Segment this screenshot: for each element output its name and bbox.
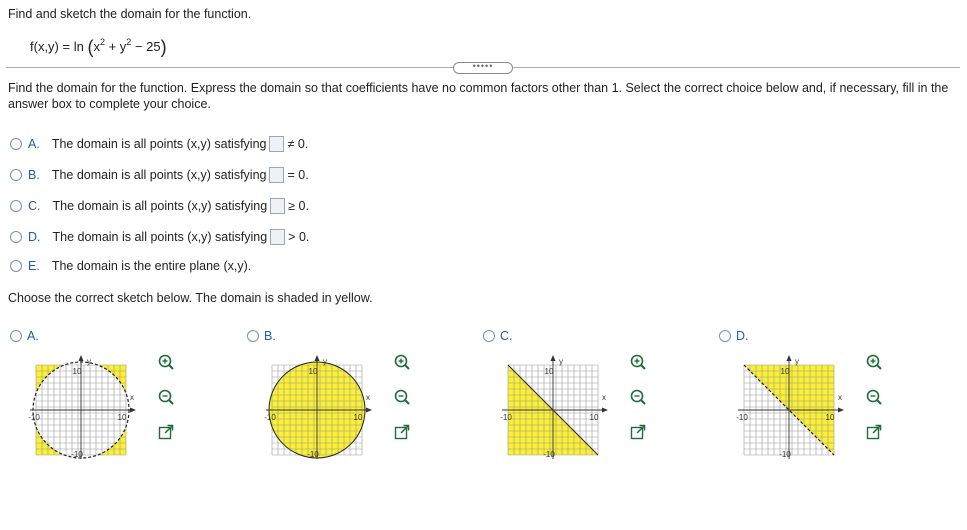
x-axis-arrow [130,408,136,413]
zoom-in-icon[interactable] [158,354,174,370]
choice-text: The domain is all points (x,y) satisfying [51,137,267,151]
formula-x: x [93,39,100,54]
radio-button[interactable] [483,330,495,342]
choice-letter: A. [28,137,40,151]
choice-suffix: > 0. [288,230,310,244]
choice-d[interactable] [10,227,309,247]
x-axis-arrow [838,408,844,413]
y-axis-arrow [79,355,84,361]
y-tick-label: 10 [780,367,790,376]
choice-letter: E. [28,259,40,273]
x-tick-label: -10 [28,413,40,422]
sketch-letter: C. [500,329,513,343]
choice-c[interactable] [10,196,309,216]
sketch-letter: B. [264,329,276,343]
x-axis-arrow [602,408,608,413]
zoom-out-icon[interactable] [394,389,410,405]
y-tick-label: 10 [72,367,82,376]
domain-sketch-a[interactable] [26,355,146,470]
y-axis-label: y [559,357,563,366]
choice-letter: D. [28,230,41,244]
radio-button[interactable] [10,200,22,212]
y-axis-label: y [323,357,327,366]
x-axis-label: x [130,393,134,402]
y-axis-arrow [787,355,792,361]
sketch-option-c[interactable] [483,329,513,343]
zoom-in-icon[interactable] [866,354,882,370]
y-tick-label: 10 [544,367,554,376]
choice-b[interactable] [10,165,309,185]
formula-close-paren: ) [160,37,167,57]
choice-letter: C. [28,199,41,213]
answer-box[interactable] [269,167,284,183]
popout-icon[interactable] [394,424,410,440]
radio-button[interactable] [10,330,22,342]
zoom-out-icon[interactable] [158,389,174,405]
answer-box[interactable] [270,198,285,214]
choice-text: The domain is the entire plane (x,y). [51,259,252,273]
choice-letter: B. [28,168,40,182]
popout-icon[interactable] [158,424,174,440]
x-tick-label: 10 [825,413,835,422]
expand-button[interactable]: ••••• [453,62,513,74]
answer-box[interactable] [269,136,284,152]
y-tick-label: -10 [779,450,791,459]
y-axis-arrow [551,355,556,361]
radio-button[interactable] [10,169,22,181]
sketch-option-b[interactable] [247,329,276,343]
problem-title: Find and sketch the domain for the function. [8,7,252,21]
x-axis-label: x [838,393,842,402]
zoom-in-icon[interactable] [394,354,410,370]
y-tick-label: -10 [307,450,319,459]
x-tick-label: -10 [736,413,748,422]
x-tick-label: -10 [264,413,276,422]
answer-box[interactable] [270,229,285,245]
y-tick-label: -10 [543,450,555,459]
function-formula [30,37,167,57]
choice-text: The domain is all points (x,y) satisfying [52,230,268,244]
x-axis-label: x [366,393,370,402]
domain-sketch-d[interactable] [734,355,854,470]
x-axis-label: x [602,393,606,402]
x-tick-label: 10 [589,413,599,422]
sketch-option-a[interactable] [10,329,39,343]
formula-open-paren: ( [87,37,94,57]
y-axis-label: y [795,357,799,366]
formula-x-exponent: 2 [99,37,105,47]
x-axis-arrow [366,408,372,413]
radio-button[interactable] [10,260,22,272]
formula-y-exponent: 2 [126,37,132,47]
domain-sketch-b[interactable] [262,355,382,470]
radio-button[interactable] [719,330,731,342]
radio-button[interactable] [10,138,22,150]
choice-suffix: = 0. [287,168,309,182]
y-tick-label: 10 [308,367,318,376]
choice-suffix: ≠ 0. [287,137,309,151]
sketch-letter: A. [27,329,39,343]
instruction-text: Find the domain for the function. Express the domain so that coefficients have no common factors other than 1. Select the correct choice below and, if necessary, fill in the answer box to complete your choice. [8,81,949,111]
x-tick-label: 10 [353,413,363,422]
radio-button[interactable] [247,330,259,342]
choice-a[interactable] [10,134,308,154]
zoom-out-icon[interactable] [630,389,646,405]
x-tick-label: 10 [117,413,127,422]
domain-sketch-c[interactable] [498,355,618,470]
formula-lhs: f(x,y) = ln [30,39,84,54]
y-tick-label: -10 [71,450,83,459]
zoom-in-icon[interactable] [630,354,646,370]
zoom-out-icon[interactable] [866,389,882,405]
choice-text: The domain is all points (x,y) satisfying [52,199,268,213]
formula-plus-y: + y [104,39,127,54]
y-axis-label: y [87,357,91,366]
choice-text: The domain is all points (x,y) satisfying [51,168,267,182]
sketch-option-d[interactable] [719,329,749,343]
formula-rest: − 25 [131,39,161,54]
choice-suffix: ≥ 0. [288,199,309,213]
sketch-letter: D. [736,329,749,343]
popout-icon[interactable] [866,424,882,440]
radio-button[interactable] [10,231,22,243]
y-axis-arrow [315,355,320,361]
x-tick-label: -10 [500,413,512,422]
popout-icon[interactable] [630,424,646,440]
choice-e[interactable] [10,256,251,276]
sketch-prompt: Choose the correct sketch below. The domain is shaded in yellow. [8,291,373,305]
